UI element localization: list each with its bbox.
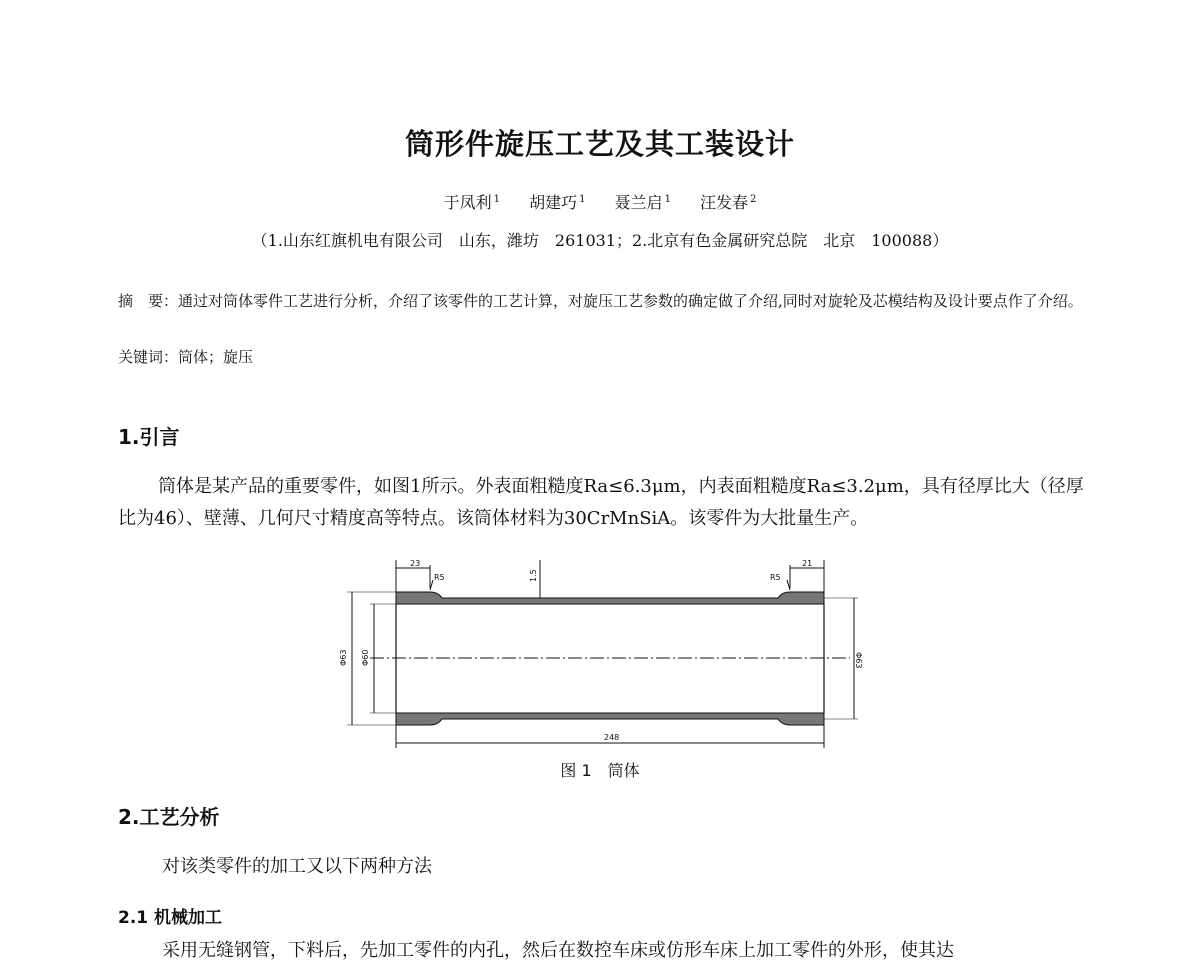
- dim-wall: 1.5: [529, 569, 538, 582]
- section-2-paragraph: 对该类零件的加工又以下两种方法: [162, 856, 432, 877]
- author-2: 胡建巧 $^1$: [529, 193, 586, 212]
- section-2-heading: 2.工艺分析: [118, 805, 220, 829]
- author-list: [0, 190, 1200, 213]
- abstract: 摘 要：通过对筒体零件工艺进行分析，介绍了该零件的工艺计算，对旋压工艺参数的确定做了介绍,同时对旋轮及芯模结构及设计要点作了介绍。: [118, 292, 1083, 310]
- figure-cylinder-drawing: [330, 560, 870, 755]
- section-1-heading: 1.引言: [118, 425, 180, 449]
- affiliation: （1.山东红旗机电有限公司 山东，潍坊 261031；2.北京有色金属研究总院 北京 100088）: [251, 231, 949, 250]
- dim-right-dia: Φ63: [854, 652, 863, 669]
- dim-radius-right: R5: [770, 573, 781, 582]
- section-2-1-heading: 2.1 机械加工: [118, 908, 223, 928]
- keywords: 关键词：筒体；旋压: [118, 348, 254, 366]
- dim-right-width: 21: [802, 560, 813, 568]
- author-4: 汪发春 $^2$: [700, 193, 757, 212]
- dim-outer-dia: Φ63: [339, 649, 348, 666]
- author-1: 于凤利 $^1$: [443, 193, 500, 212]
- dim-radius-left: R5: [434, 573, 445, 582]
- section-2-1-paragraph: 采用无缝钢管，下料后，先加工零件的内孔，然后在数控车床或仿形车床上加工零件的外形，使其达: [162, 940, 954, 961]
- section-1-paragraph: 筒体是某产品的重要零件，如图1所示。外表面粗糙度Ra≤6.3μm，内表面粗糙度Ra≤3.2μm，具有径厚比大（径厚比为46）、壁薄、几何尺寸精度高等特点。该筒体材料为30CrMnSiA。该零件为大批量生产。: [118, 476, 1084, 529]
- figure-caption: 图 1 筒体: [560, 761, 640, 780]
- dim-left-width: 23: [410, 560, 421, 568]
- paper-title: 筒形件旋压工艺及其工装设计: [404, 127, 795, 161]
- author-3: 聂兰启 $^1$: [614, 193, 671, 212]
- dim-length: 248: [604, 733, 620, 742]
- dim-inner-dia: Φ60: [361, 649, 370, 666]
